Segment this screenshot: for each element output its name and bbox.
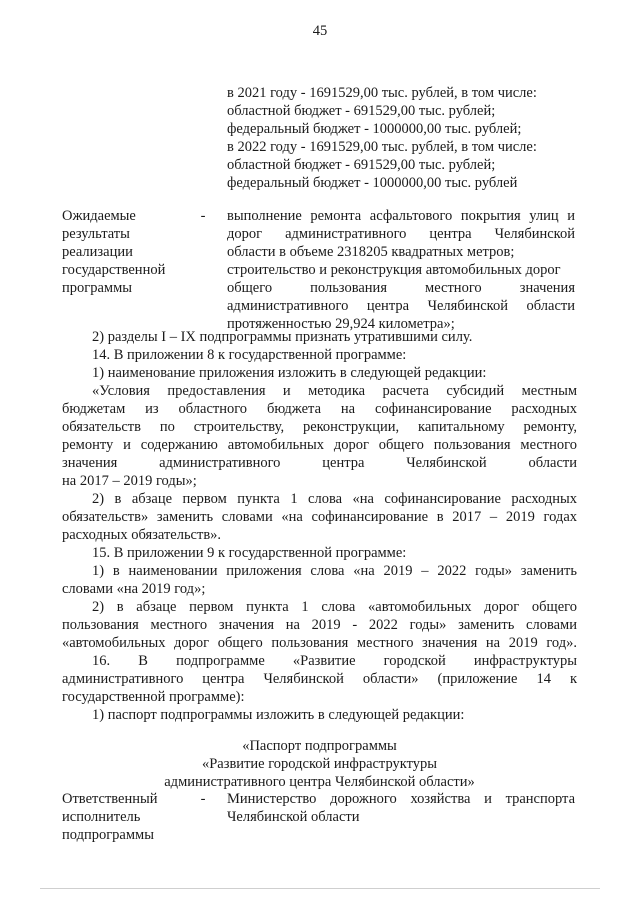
- responsible-executor-label: Ответственный исполнитель подпрограммы: [62, 791, 158, 843]
- expected-results-row: [0, 207, 640, 337]
- paragraph: 1) в наименовании приложения слова «на 2019 – 2022 годы» заменить: [92, 563, 577, 579]
- budget-line: в 2022 году - 1691529,00 тыс. рублей, в том числе:: [227, 139, 537, 155]
- paragraph-line: административного центра Челябинской области» (приложение 14 к: [62, 671, 577, 687]
- passport-title: «Паспорт подпрограммы «Развитие городской инфраструктуры административного центра Челябинской области»: [164, 738, 475, 790]
- responsible-executor-row: [0, 790, 640, 850]
- paragraph-line: расходных обязательств».: [62, 527, 222, 543]
- paragraph: 16. В подпрограмме «Развитие городской инфраструктуры: [92, 653, 577, 669]
- paragraph: 15. В приложении 9 к государственной программе:: [92, 545, 407, 561]
- paragraph-line: бюджетам из областного бюджета на софинансирование расходных: [62, 401, 577, 417]
- expected-results-dash: -: [200, 208, 206, 224]
- budget-line: федеральный бюджет - 1000000,00 тыс. рублей: [227, 175, 518, 191]
- budget-breakdown: [227, 84, 567, 192]
- paragraph: «Условия предоставления и методика расчета субсидий местным: [92, 383, 577, 399]
- budget-line: областной бюджет - 691529,00 тыс. рублей;: [227, 157, 496, 173]
- paragraph: 1) паспорт подпрограммы изложить в следующей редакции:: [92, 707, 465, 723]
- expected-results-label: Ожидаемые результаты реализации государственной программы: [62, 208, 166, 296]
- paragraph-line: обязательств по строительству, реконструкции, капитальному ремонту,: [62, 419, 577, 435]
- paragraph-line: ремонту и содержанию автомобильных дорог общего пользования местного: [62, 437, 577, 453]
- paragraph-line: обязательств» заменить словами «на софинансирование в 2017 – 2019 годах: [62, 509, 577, 525]
- paragraph-line: «автомобильных дорог общего пользования местного значения на 2019 год».: [62, 635, 577, 651]
- paragraph: 1) наименование приложения изложить в следующей редакции:: [92, 365, 487, 381]
- paragraph-line: значения административного центра Челябинской области: [62, 455, 577, 471]
- paragraph: 2) в абзаце первом пункта 1 слова «автомобильных дорог общего: [92, 599, 577, 615]
- paragraph: 14. В приложении 8 к государственной программе:: [92, 347, 407, 363]
- expected-results-value: выполнение ремонта асфальтового покрытия улиц и дорог административного центра Челябинской области в объеме 2318205 квадратных метров; строительство и реконструкция автомобильных дорог общего пользования местного значения административного центра Челябинской области протяженностью 29,924 километра»;: [227, 208, 575, 332]
- budget-line: в 2021 году - 1691529,00 тыс. рублей, в том числе:: [227, 85, 537, 101]
- budget-line: областной бюджет - 691529,00 тыс. рублей;: [227, 103, 496, 119]
- paragraph-line: словами «на 2019 год»;: [62, 581, 206, 597]
- paragraph: 2) в абзаце первом пункта 1 слова «на софинансирование расходных: [92, 491, 577, 507]
- responsible-executor-value: Министерство дорожного хозяйства и транспорта Челябинской области: [227, 791, 575, 825]
- paragraph-line: государственной программе):: [62, 689, 245, 705]
- paragraph-line: пользования местного значения на 2019 - 2022 годы» заменить словами: [62, 617, 577, 633]
- amendments-text: [62, 328, 577, 724]
- budget-line: федеральный бюджет - 1000000,00 тыс. рублей;: [227, 121, 522, 137]
- paragraph-line: на 2017 – 2019 годы»;: [62, 473, 197, 489]
- bottom-divider: [40, 888, 600, 889]
- page-number: 45: [312, 23, 328, 39]
- responsible-executor-dash: -: [200, 791, 206, 807]
- paragraph: 2) разделы I – IX подпрограммы признать утратившими силу.: [92, 329, 473, 345]
